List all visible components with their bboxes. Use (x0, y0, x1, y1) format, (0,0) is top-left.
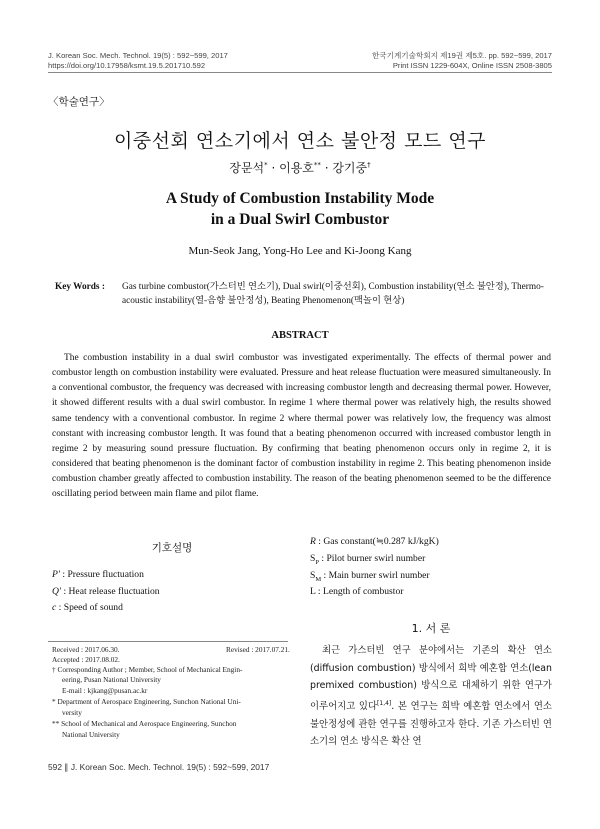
intro-text-part2: . 본 연구는 희박 예혼합 연소에서 연소 불안정성에 관한 연구를 진행하고자 한다. 기존 가스터빈 연소기의 연소 방식은 확산 연 (310, 700, 552, 748)
nomenclature-item (310, 553, 425, 569)
author-1: 장문석 (229, 161, 265, 175)
title-english (48, 188, 552, 230)
affiliation-1: * Department of Aerospace Engineering, Sunchon National Uni- (52, 697, 241, 706)
citation-ref: [1,4] (377, 699, 392, 707)
author-email[interactable]: E-mail : kjkang@pusan.ac.kr (62, 686, 148, 695)
nomenclature-desc: : Main burner swirl number (323, 570, 430, 581)
nomenclature-subscript: P (315, 558, 319, 566)
section-heading-introduction: 1. 서 론 (411, 622, 451, 635)
title-korean: 이중선회 연소기에서 연소 불안정 모드 연구 (113, 130, 487, 152)
page-footer: 592 ∥ J. Korean Soc. Mech. Technol. 19(5) : 592~599, 2017 (48, 762, 270, 772)
journal-citation-ko: 한국기계기술학회지 제19권 제5호. pp. 592~599, 2017 (371, 51, 552, 60)
nomenclature-symbol: P′ (52, 569, 60, 580)
nomenclature-item (52, 569, 144, 581)
title-english-line1: A Study of Combustion Instability Mode (165, 190, 435, 207)
author-1-mark: * (264, 161, 268, 169)
accepted-date: Accepted : 2017.08.02. (52, 655, 120, 664)
authors-english: Mun-Seok Jang, Yong-Ho Lee and Ki-Joong Kang (188, 245, 412, 257)
title-english-line2: in a Dual Swirl Combustor (210, 211, 390, 228)
nomenclature-desc: : Speed of sound (58, 602, 123, 613)
author-3: 강기중 (332, 161, 368, 175)
nomenclature-subscript: M (315, 575, 322, 583)
header-divider (48, 72, 552, 73)
doi-link[interactable]: https://doi.org/10.17958/ksmt.19.5.201710.592 (48, 61, 206, 70)
nomenclature-desc: : Heat release fluctuation (63, 586, 160, 597)
abstract-heading: ABSTRACT (271, 330, 329, 341)
nomenclature-heading: 기호설명 (151, 542, 193, 554)
revised-date: Revised : 2017.07.21. (226, 645, 290, 654)
nomenclature-desc: : Pilot burner swirl number (321, 553, 426, 564)
nomenclature-symbol: L (310, 586, 316, 597)
nomenclature-desc: : Gas constant(≒0.287 kJ/kgK) (318, 536, 439, 547)
introduction-text (310, 642, 552, 751)
affiliation-1-cont: versity (62, 708, 82, 717)
affiliation-2: ** School of Mechanical and Aerospace Engineering, Sunchon (52, 719, 237, 728)
nomenclature-item (310, 570, 430, 586)
author-separator: · (267, 161, 280, 175)
journal-citation: J. Korean Soc. Mech. Technol. 19(5) : 592~599, 2017 (48, 51, 228, 60)
abstract-text: The combustion instability in a dual swirl combustor was investigated experimentally. The effects of thermal power and combustor length on combustion instability were evaluated. Pressure and heat release fluctuation were measured simultaneously. In a conventional combustor, the frequency was decreased with increasing combustor length and decreasing thermal power. However, it showed different results with a dual swirl combustor. In regime 1 where thermal power was relatively high, the results showed same tendency with a conventional combustor. In regime 2 where thermal power was relatively low, the frequency was almost constant with increasing combustor length. It was found that a beating phenomenon occurred with increased combustor length in regime 2 by measuring sound pressure fluctuation. By confirming that beating phenomenon occurs only in regime 2, it is considered that beating phenomenon is the dominant factor of combustion instability in regime 2. This beating phenomenon inside combustion chamber greatly affected to combustion instability. The reason of the beating phenomenon seemed to be the difference oscillating period between main flame and pilot flame. (52, 353, 551, 500)
issn-line: Print ISSN 1229-604X, Online ISSN 2508-3805 (392, 61, 552, 70)
nomenclature-item (52, 586, 160, 598)
article-type: 〈학술연구〉 (48, 96, 110, 108)
nomenclature-desc: : Pressure fluctuation (62, 569, 144, 580)
nomenclature-desc: : Length of combustor (317, 586, 404, 597)
keywords-text: Gas turbine combustor(가스터빈 연소기), Dual swirl(이중선회), Combustion instability(연소 불안정), Thermo-acoustic instability(열-음향 불안정성), Beating Phenomenon(맥놀이 현상) (122, 282, 544, 306)
author-2: 이용호 (279, 161, 314, 175)
affiliation-2-cont: National University (62, 730, 120, 739)
intro-text-part1: 최근 가스터빈 연구 분야에서는 기존의 확산 연소(diffusion combustion) 방식에서 희박 예혼합 연소(lean premixed combustion) 방식으로 대체하기 위한 연구가 이루어지고 있다 (310, 645, 552, 712)
nomenclature-symbol: c (52, 602, 57, 613)
nomenclature-item (310, 536, 439, 548)
nomenclature-symbol: Q′ (52, 586, 62, 597)
keywords-label: Key Words : (55, 282, 105, 292)
author-3-mark: † (367, 161, 371, 169)
footnote-divider (48, 641, 288, 642)
received-date: Received : 2017.06.30. (52, 645, 120, 654)
corresponding-author-cont: eering, Pusan National University (62, 675, 161, 684)
nomenclature-symbol: S (310, 570, 316, 581)
authors-korean (48, 159, 552, 176)
nomenclature-item (52, 602, 123, 614)
author-2-mark: ** (313, 161, 321, 169)
nomenclature-symbol: S (310, 553, 316, 564)
author-separator: · (320, 161, 333, 175)
corresponding-author: † Corresponding Author ; Member, School of Mechanical Engin- (52, 665, 243, 674)
nomenclature-item (310, 586, 403, 598)
nomenclature-symbol: R (310, 536, 316, 547)
